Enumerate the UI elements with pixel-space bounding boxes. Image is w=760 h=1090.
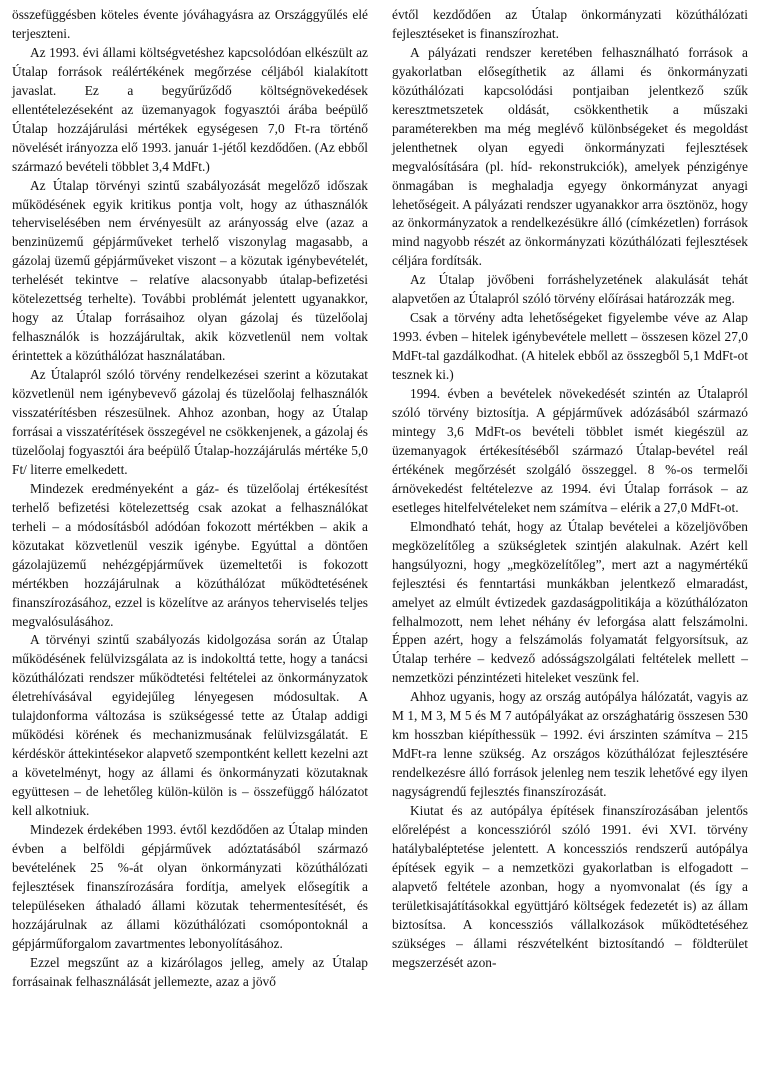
right-column bbox=[392, 6, 748, 1090]
paragraph: A törvényi szintű szabályozás kidolgozása során az Útalap működésének felülvizsgálata az is indokolttá tette, hogy a tanácsi közúthálózati rendszer működtetési feltételei az önkormányzatok életrehívásával egyidejűleg lényegesen módosultak. A tulajdonforma változása is szükségessé tette az Útalap addigi működési körének és mechanizmusának felülvizsgálatát. E kérdéskör áttekintésekor alapvető szempontként kellett kezelni azt a követelményt, hogy az állami és önkormányzati közutaknak együttesen – de lehetőleg külön-külön is – összefüggő hálózatot kell alkotniuk. bbox=[12, 632, 368, 819]
paragraph: Elmondható tehát, hogy az Útalap bevételei a közeljövőben megközelítőleg a szükségletek szintjén alakulnak. Azért kell hangsúlyozni, hogy „megközelítőleg”, mert azt a nagymértékű fejlesztési és fenntartási munkákban jelentkező elmaradást, amelyet az elmúlt évtizedek gazdaságpolitikája a közúthálózaton felhalmozott, nem lehet néhány év leforgása alatt felszámolni. Éppen azért, hogy a felszámolás folyamatát felgyorsítsuk, az Útalap terhére – kedvező adósságszolgálati feltételek mellett – nemzetközi pénzintézeti hiteleket veszünk fel. bbox=[392, 518, 748, 686]
paragraph: Az 1993. évi állami költségvetéshez kapcsolódóan elkészült az Útalap források reálértékének megőrzése céljából kialakított javaslat. Ez a begyűrűződő költségnövekedések ellentételezéseként az üzemanyagok fogyasztói árába beépülő Útalap hozzájárulási mértékek egységesen 7,0 Ft-ra történő növelését irányozza elő 1993. január 1-jétől kezdődően. (Az ebből származó bevételi többlet 3,4 MdFt.) bbox=[12, 44, 368, 174]
paragraph: Mindezek érdekében 1993. évtől kezdődően az Útalap minden évben a belföldi gépjárművek adóztatásából származó bevételének 25 %-át olyan önkormányzati közúthálózati fejlesztések finanszírozására fordítja, amelyek elősegítik a településeken áthaladó állami közutak tehermentesítését, és hozzájárulnak az állami közúthálózati csomópontoknál a gépjárműforgalom zavartmentes lebonyolításához. bbox=[12, 821, 368, 951]
paragraph: Ahhoz ugyanis, hogy az ország autópálya hálózatát, vagyis az M 1, M 3, M 5 és M 7 autópályákat az országhatárig összesen 530 km hosszban kiépíthessük – 1992. évi árszinten számítva – 215 MdFt-ra lenne szükség. Az országos közúthálózat fejlesztésére rendelkezésre álló források jelenleg nem teszik lehetővé egy ilyen nagyságrendű fejlesztés finanszírozását. bbox=[392, 689, 748, 800]
paragraph: Csak a törvény adta lehetőségeket figyelembe véve az Alap 1993. évben – hitelek igénybevétele mellett – összesen közel 27,0 MdFt-tal gazdálkodhat. (A hitelek ebből az összegből 5,1 MdFt-ot tesznek ki.) bbox=[392, 310, 748, 383]
left-column bbox=[12, 6, 368, 1090]
paragraph: Az Útalapról szóló törvény rendelkezései szerint a közutakat közvetlenül nem igénybevevő gázolaj és tüzelőolaj felhasználók visszatérítésben részesülnek. Ahhoz azonban, hogy az Útalap forrásai a visszatérítések összegével ne csökkenjenek, a gázolaj és tüzelőolaj fogyasztói ára beépülő Útalap-hozzájárulás mértéke 5,0 Ft/ literre emelkedett. bbox=[12, 367, 368, 477]
paragraph: 1994. évben a bevételek növekedését szintén az Útalapról szóló törvény biztosítja. A gépjárművek adózásából származó mintegy 3,6 MdFt-os bevételi többlet ismét kiegészül az üzemanyagok értékesítéséből származó Útalap-bevétel reál értékének megőrzését szolgáló összeggel. 8 %-os termelői árnövekedést feltételezve az 1994. évi Útalap források – az esetleges hitelfelvételeket nem számítva – elérik a 27,0 MdFt-ot. bbox=[392, 386, 748, 515]
paragraph: Kiutat és az autópálya építések finanszírozásában jelentős előrelépést a koncesszióról szóló 1991. évi XVI. törvény hatálybaléptetése jelentett. A koncessziós rendszerű autópálya építések egyik – a nemzetközi gyakorlatban is elfogadott – alapvető feltétele azonban, hogy a nyomvonalat (és így a területkisajátításokkal együttjáró költségek fedezetét is) az állam biztosítsa. A koncessziós vállalkozások működtetéséhez szükséges – állami részvételként biztosítandó – földterület megszerzését azon- bbox=[392, 803, 748, 970]
paragraph: Az Útalap törvényi szintű szabályozását megelőző időszak működésének egyik kritikus pontja volt, hogy az úthasználók teherviselésében nem érvényesült az arányosság elve (azaz a benzinüzemű gépjárműveket terhelő viszonylag magasabb, a gázolaj üzemű gépjárműveket viszont – a közutak igénybevételét, terhelését tekintve – relatíve alacsonyabb útalap-befizetési kötelezettség terhelte). További problémát jelentett ugyanakkor, hogy az Útalap forrásaihoz olyan gázolaj és tüzelőolaj felhasználók is hozzájárultak, akik közvetlenül nem voltak érintettek a közúthálózat használatában. bbox=[12, 177, 368, 364]
paragraph: Az Útalap jövőbeni forráshelyzetének alakulását tehát alapvetően az Útalapról szóló törvény előírásai határozzák meg. bbox=[392, 272, 748, 307]
paragraph-continued: évtől kezdődően az Útalap önkormányzati közúthálózati fejlesztéseket is finanszírozhat. bbox=[392, 7, 748, 41]
paragraph: Ezzel megszűnt az a kizárólagos jelleg, amely az Útalap forrásainak felhasználását jellemezte, azaz a jövő bbox=[12, 954, 368, 989]
paragraph: Mindezek eredményeként a gáz- és tüzelőolaj értékesítést terhelő befizetési kötelezettség csak azokat a felhasználókat terheli – a módosításból adódóan fokozott mértékben – akik a közutakat közvetlenül veszik igénybe. Egyúttal a döntően gázolajüzemű nehézgépjárművek üzemeltetői is fokozott mértékben hozzájárulnak a közúthálózat működtetésének finanszírozásához, ezzel is közelítve az arányos teherviselés teljes megvalósulásához. bbox=[12, 480, 368, 629]
paragraph-continued: összefüggésben köteles évente jóváhagyásra az Országgyűlés elé terjeszteni. bbox=[12, 7, 368, 41]
paragraph: A pályázati rendszer keretében felhasználható források a gyakorlatban elősegíthetik az állami és önkormányzati közúthálózati kapcsolódási pontjaiban jelentkező szűk keresztmetszetek oldását, csökkenthetik a műszaki paraméterekben ma még meglévő különbségeket és megoldást jelenthetnek olyan egyedi önkormányzati fejlesztések megvalósítására (pl. híd- rekonstrukciók), amelyek pénzigénye önmagában is meghaladja egyegy önkormányzat anyagi lehetőségeit. A pályázati rendszer ugyanakkor arra ösztönöz, hogy az önkormányzatok a rendelkezésükre álló (címkézetlen) források mind nagyobb részét az önkormányzati közúthálózati fejlesztések céljára fordítsák. bbox=[392, 44, 748, 269]
